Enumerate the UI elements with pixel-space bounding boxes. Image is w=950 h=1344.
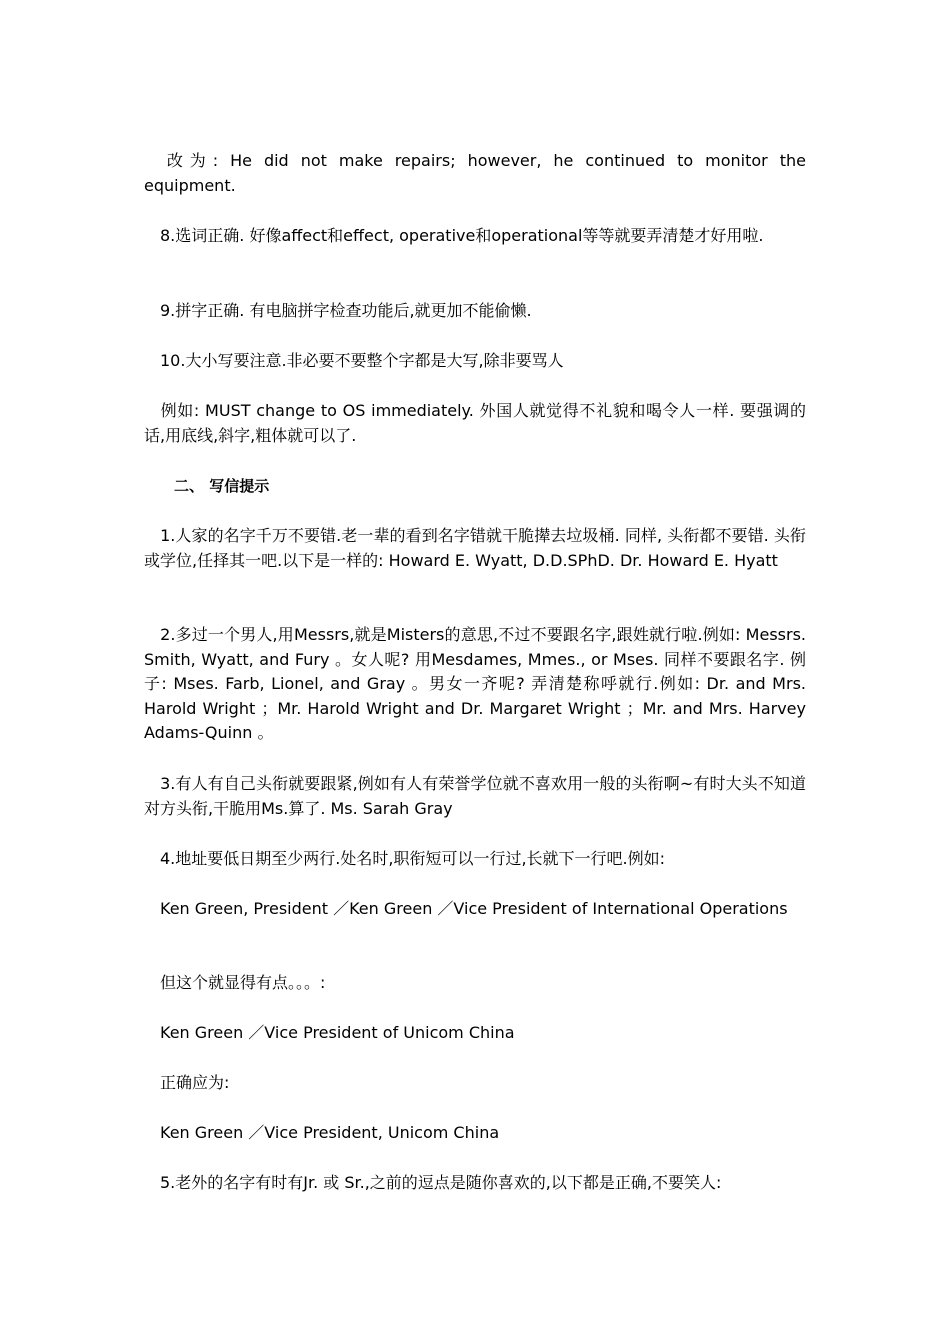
paragraph-example-title-3: Ken Green ／Vice President, Unicom China	[144, 1123, 500, 1142]
paragraph-tip-5: 5.老外的名字有时有Jr. 或 Sr.,之前的逗点是随你喜欢的,以下都是正确,不要笑人:	[144, 1173, 722, 1192]
paragraph-example: 例如: MUST change to OS immediately. 外国人就觉得不礼貌和喝令人一样. 要强调的话,用底线,斜字,粗体就可以了.	[144, 401, 806, 445]
paragraph-example-title-2: Ken Green ／Vice President of Unicom China	[144, 1023, 515, 1042]
paragraph-tip-1: 1.人家的名字千万不要错.老一辈的看到名字错就干脆撵去垃圾桶. 同样, 头衔都不要错. 头衔或学位,任择其一吧.以下是一样的: Howard E. Wyatt, D.D.SPhD. Dr. Howard E. Hyatt	[144, 526, 806, 570]
paragraph-example-title-1: Ken Green, President ／Ken Green ／Vice President of International Operations	[144, 899, 788, 918]
paragraph-tip-3: 3.有人有自己头衔就要跟紧,例如有人有荣誉学位就不喜欢用一般的头衔啊~有时大头不知道对方头衔,干脆用Ms.算了. Ms. Sarah Gray	[144, 774, 806, 818]
paragraph-tip-4: 4.地址要低日期至少两行.处名时,职衔短可以一行过,长就下一行吧.例如:	[144, 849, 666, 868]
paragraph-item-10: 10.大小写要注意.非必要不要整个字都是大写,除非要骂人	[144, 351, 564, 370]
paragraph-item-9: 9.拼字正确. 有电脑拼字检查功能后,就更加不能偷懒.	[144, 301, 532, 320]
paragraph-correct-label: 正确应为:	[144, 1073, 230, 1092]
section-heading: 二、 写信提示	[144, 477, 270, 495]
paragraph-note: 但这个就显得有点。。。:	[144, 973, 326, 992]
paragraph-item-8: 8.选词正确. 好像affect和effect, operative和operational等等就要弄清楚才好用啦.	[144, 226, 764, 245]
paragraph-revision: 改为: He did not make repairs; however, he continued to monitor the equipment.	[144, 151, 806, 195]
paragraph-tip-2: 2.多过一个男人,用Messrs,就是Misters的意思,不过不要跟名字,跟姓就行啦.例如: Messrs. Smith, Wyatt, and Fury 。女人呢? 用Mesdames, Mmes., or Mses. 同样不要跟名字. 例子: Mses. Farb, Lionel, and Gray 。男女一齐呢? 弄清楚称呼就行.例如: Dr. and Mrs. Harold Wright ；Mr. Harold Wright and Dr. Margaret Wright ；Mr. and Mrs. Harvey Adams-Quinn 。	[144, 625, 806, 742]
